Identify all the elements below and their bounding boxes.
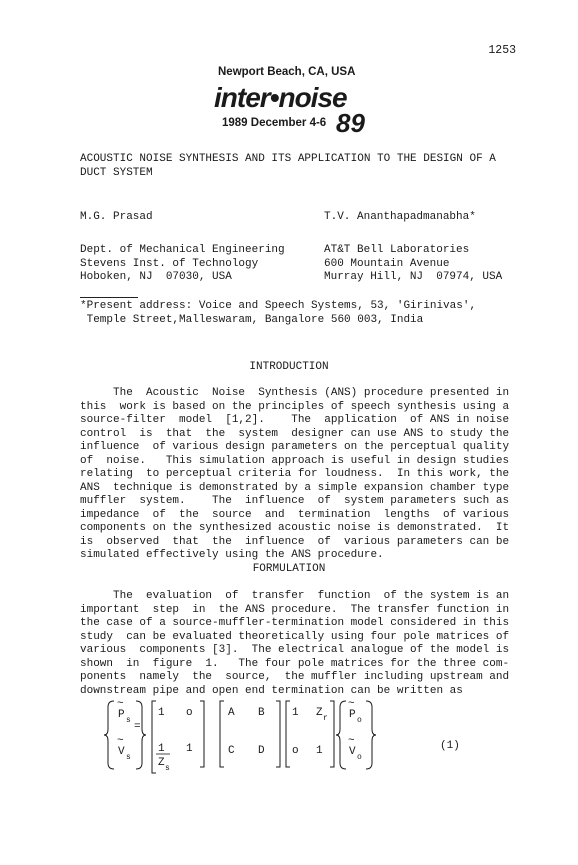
- matrix-2-d: D: [258, 745, 265, 757]
- author-affiliation: AT&T Bell Laboratories 600 Mountain Avenue Murray Hill, NJ 07974, USA: [324, 244, 503, 283]
- lhs-top-sub: s: [126, 716, 131, 725]
- rhs-top-sub: o: [357, 716, 362, 725]
- rhs-bottom: V: [349, 746, 356, 758]
- left-brace: [104, 701, 114, 769]
- matrix-2-right-bracket: [276, 701, 280, 767]
- lhs-top: P: [118, 709, 125, 721]
- matrix-3-b-sub: r: [323, 714, 328, 723]
- arrow-mark: ~: [348, 735, 355, 747]
- conference-date: 1989 December 4-6: [222, 117, 327, 129]
- matrix-3-left-bracket: [286, 701, 290, 767]
- section-heading-introduction: INTRODUCTION: [249, 361, 329, 373]
- matrix-3-d: 1: [316, 745, 323, 757]
- right-brace: [336, 701, 346, 769]
- author-name: T.V. Ananthapadmanabha*: [324, 211, 476, 223]
- equation-number: (1): [440, 740, 460, 752]
- formulation-paragraph: The evaluation of transfer function of the system is an important step in the ANS procedure. The transfer function in the case of a source-muffler-termination model considered in this study can be evaluated theoretically using four pole matrices of various components [3]. The electrical analogue of the model is shown in figure 1. The four pole matrices for the three com- ponents namely the source, the muffler including upstream and downstream pipe and open end termination can be written as: [80, 590, 510, 697]
- arrow-mark: ~: [117, 735, 124, 747]
- matrix-1-right-bracket: [200, 701, 204, 767]
- rhs-top: P: [349, 709, 356, 721]
- conference-year: 89: [336, 108, 365, 138]
- rhs-bottom-sub: o: [357, 753, 362, 762]
- paper-title: ACOUSTIC NOISE SYNTHESIS AND ITS APPLICATION TO THE DESIGN OF A DUCT SYSTEM: [80, 153, 496, 179]
- arrow-mark: ~: [117, 698, 124, 710]
- matrix-2-c: C: [228, 745, 235, 757]
- section-heading-formulation: FORMULATION: [252, 563, 326, 575]
- matrix-1-c: 1: [158, 743, 165, 755]
- matrix-3-b: Z: [316, 707, 323, 719]
- arrow-mark: ~: [348, 698, 355, 710]
- matrix-1-left-bracket: [152, 701, 156, 773]
- matrix-2-left-bracket: [220, 701, 224, 767]
- matrix-1-c-denominator-sub: s: [165, 764, 170, 773]
- matrix-3-right-bracket: [330, 701, 334, 767]
- left-brace-right: [136, 701, 146, 769]
- footnote: *Present address: Voice and Speech Systems, 53, 'Girinivas', Temple Street,Malleswaram, Bangalore 560 003, India: [80, 300, 477, 326]
- footnote-divider: [80, 297, 138, 298]
- lhs-bottom-sub: s: [126, 753, 131, 762]
- matrix-3-a: 1: [292, 707, 299, 719]
- matrix-1-b: o: [186, 707, 193, 719]
- author-name: M.G. Prasad: [80, 211, 153, 223]
- lhs-bottom: V: [118, 746, 125, 758]
- matrix-1-a: 1: [158, 707, 165, 719]
- author-affiliation: Dept. of Mechanical Engineering Stevens Inst. of Technology Hoboken, NJ 07030, USA: [80, 244, 285, 283]
- matrix-1-c-denominator: Z: [158, 757, 165, 769]
- equals-sign: =: [134, 721, 141, 733]
- four-pole-matrix-equation: [80, 695, 500, 775]
- conference-location: Newport Beach, CA, USA: [218, 66, 356, 78]
- matrix-2-a: A: [228, 707, 235, 719]
- page-number: 1253: [488, 44, 516, 57]
- matrix-2-b: B: [258, 707, 265, 719]
- right-brace-right: [366, 701, 376, 769]
- matrix-3-c: o: [292, 745, 299, 757]
- introduction-paragraph: The Acoustic Noise Synthesis (ANS) procedure presented in this work is based on the principles of speech synthesis using a source-filter model [1,2]. The application of ANS in noise control is that the system designer can use ANS to study the influence of various design parameters on the perceptual quality of noise. This simulation approach is useful in design studies relating to perceptual criteria for loudness. In this work, the ANS technique is demonstrated by a simple expansion chamber type muffler system. The influence of system parameters such as impedance of the source and termination lengths of various components on the synthesized acoustic noise is demonstrated. It is observed that the influence of various parameters can be simulated effectively using the ANS procedure.: [80, 387, 510, 561]
- conference-logo: inter•noise: [214, 82, 347, 113]
- matrix-1-d: 1: [186, 743, 193, 755]
